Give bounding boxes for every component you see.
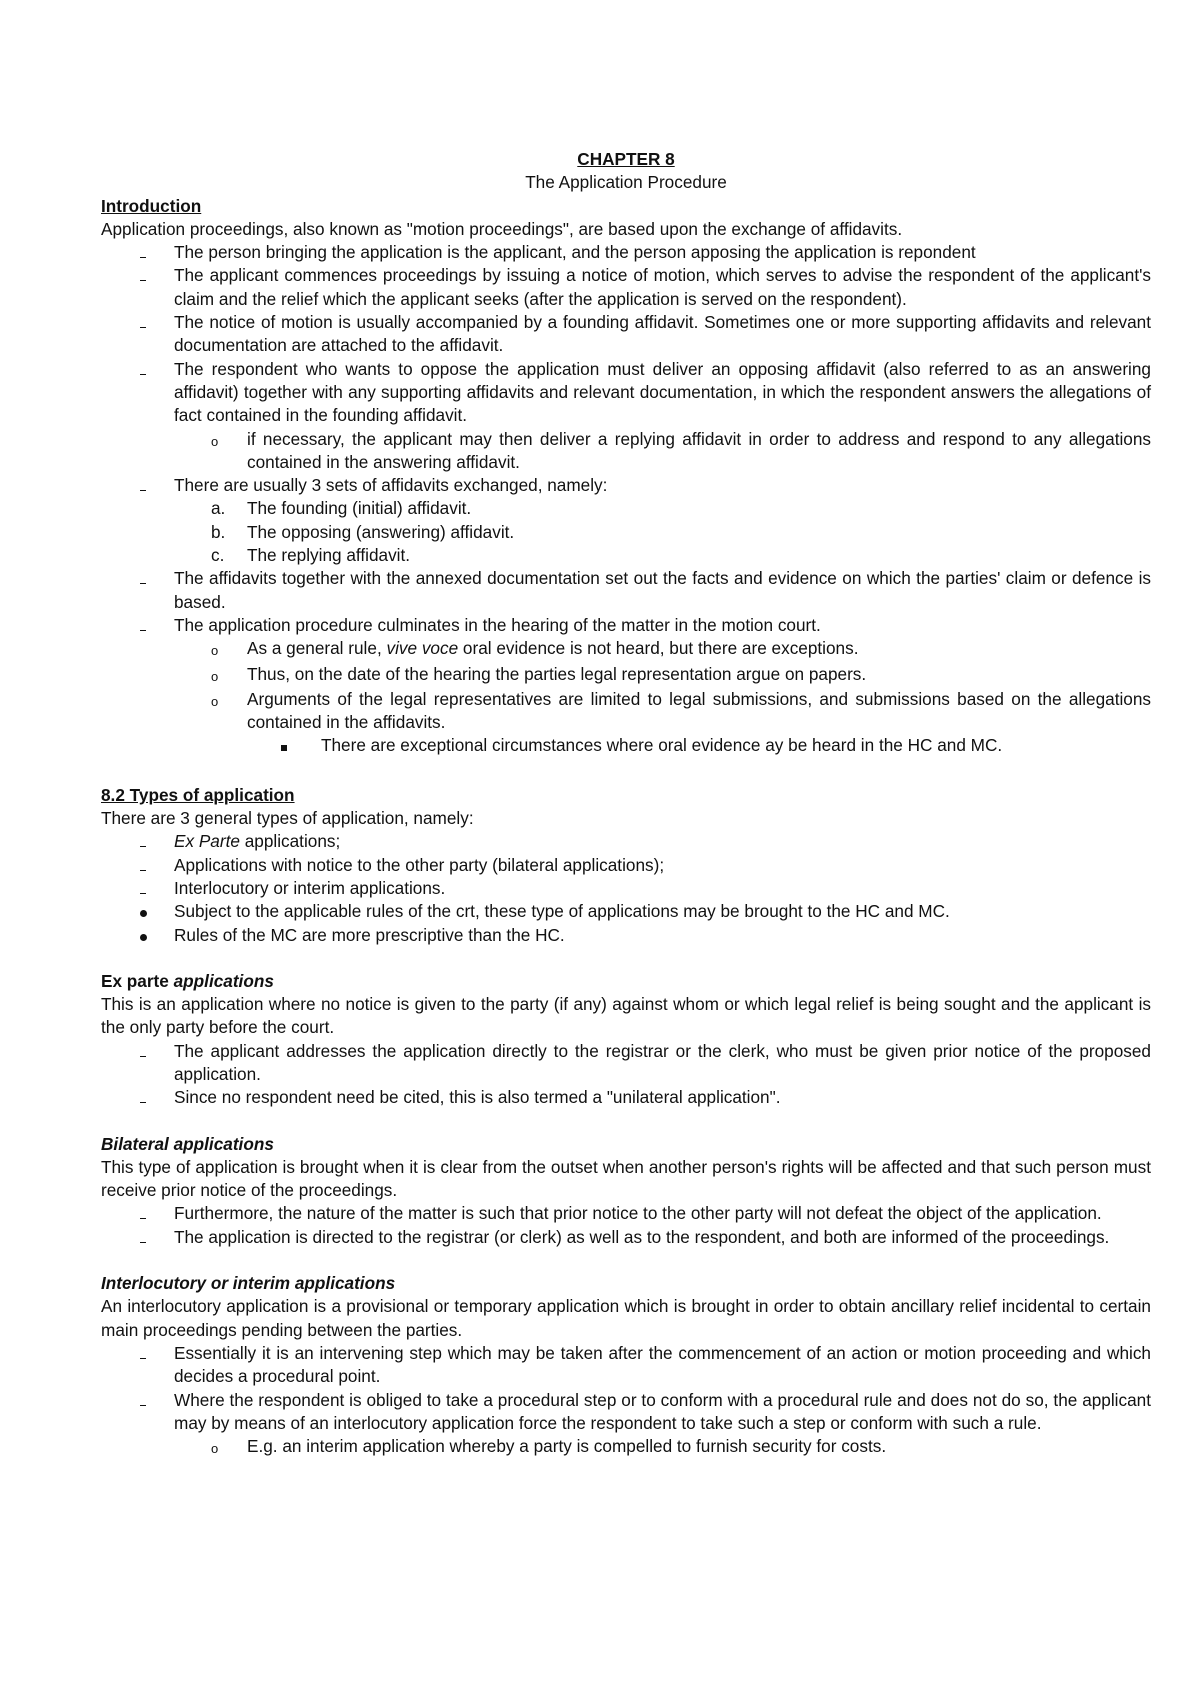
lettered-item: b. The opposing (answering) affidavit. xyxy=(211,521,515,542)
sub-list-item: o Thus, on the date of the hearing the parties legal representation argue on papers. xyxy=(101,663,1151,688)
square-bullet-icon xyxy=(281,745,287,751)
list-item: The respondent who wants to oppose the application must deliver an opposing affidavit (also referred to as an answering affidavit) together with any supporting affidavits and relevant documentation, in which the respondent answers the allegations of fact contained in the founding affidavit. xyxy=(101,358,1151,428)
list-item: Subject to the applicable rules of the crt, these type of applications may be brought to the HC and MC. xyxy=(101,900,1151,923)
lettered-item: a. The founding (initial) affidavit. xyxy=(211,498,472,519)
sub-list-item: o As a general rule, vive voce oral evidence is not heard, but there are exceptions. xyxy=(101,637,1151,662)
interlocutory-heading: Interlocutory or interim applications xyxy=(101,1273,396,1294)
bilateral-paragraph: This type of application is brought when it is clear from the outset when another person's rights will be affected and that such person must receive prior notice of the proceedings. xyxy=(101,1156,1151,1201)
circle-bullet-icon: o xyxy=(211,693,219,709)
dash-bullet-icon xyxy=(140,374,146,375)
list-item: The application is directed to the registrar (or clerk) as well as to the respondent, and both are informed of the proceedings. xyxy=(101,1226,1151,1249)
list-item: There are usually 3 sets of affidavits exchanged, namely: xyxy=(101,474,1151,497)
dash-bullet-icon xyxy=(140,583,146,584)
exparte-heading: Ex parte applications xyxy=(101,970,274,991)
circle-bullet-icon: o xyxy=(211,1441,219,1457)
dash-bullet-icon xyxy=(140,1218,146,1219)
dash-bullet-icon xyxy=(140,1405,146,1406)
sub-list-item: o if necessary, the applicant may then deliver a replying affidavit in order to address and respond to any allegations contained in the answering affidavit. xyxy=(211,428,1151,472)
list-item: Furthermore, the nature of the matter is such that prior notice to the other party will not defeat the object of the application. xyxy=(101,1202,1151,1225)
dash-bullet-icon xyxy=(140,1056,146,1057)
list-item: Rules of the MC are more prescriptive than the HC. xyxy=(101,924,1151,947)
chapter-heading: CHAPTER 8 xyxy=(577,149,675,169)
dash-bullet-icon xyxy=(140,1102,146,1103)
list-item: Applications with notice to the other party (bilateral applications); xyxy=(101,854,1151,877)
dash-bullet-icon xyxy=(140,893,146,894)
circle-bullet-icon: o xyxy=(211,433,219,449)
list-item: Interlocutory or interim applications. xyxy=(101,877,1151,900)
types-paragraph: There are 3 general types of application, namely: xyxy=(101,808,474,829)
circle-bullet-icon: o xyxy=(211,668,219,684)
list-item: The application procedure culminates in the hearing of the matter in the motion court. xyxy=(101,614,1151,637)
dot-bullet-icon xyxy=(140,910,147,917)
types-heading: 8.2 Types of application xyxy=(101,784,295,805)
list-item: Since no respondent need be cited, this is also termed a "unilateral application". xyxy=(101,1086,1151,1109)
list-item: The notice of motion is usually accompanied by a founding affidavit. Sometimes one or more supporting affidavits and relevant documentation are attached to the affidavit. xyxy=(101,311,1151,358)
introduction-heading: Introduction xyxy=(101,195,202,216)
lettered-item: c. The replying affidavit. xyxy=(211,545,411,566)
dash-bullet-icon xyxy=(140,846,146,847)
introduction-paragraph: Application proceedings, also known as "motion proceedings", are based upon the exchange of affidavits. xyxy=(101,218,903,239)
sub-sub-list-item: There are exceptional circumstances where oral evidence ay be heard in the HC and MC. xyxy=(101,734,1151,760)
dash-bullet-icon xyxy=(140,257,146,258)
circle-bullet-icon: o xyxy=(211,643,219,659)
dash-bullet-icon xyxy=(140,327,146,328)
bilateral-heading: Bilateral applications xyxy=(101,1133,274,1154)
sub-list-item: o E.g. an interim application whereby a party is compelled to furnish security for costs. xyxy=(101,1435,1151,1460)
list-item: The applicant addresses the application directly to the registrar or the clerk, who must be given prior notice of the proposed application. xyxy=(101,1040,1151,1087)
dash-bullet-icon xyxy=(140,1358,146,1359)
list-item: The affidavits together with the annexed documentation set out the facts and evidence on which the parties' claim or defence is based. xyxy=(101,567,1151,614)
document-page xyxy=(101,148,1151,1460)
dash-bullet-icon xyxy=(140,1242,146,1243)
dot-bullet-icon xyxy=(140,934,147,941)
list-item: Ex Parte applications; xyxy=(101,830,1151,853)
dash-bullet-icon xyxy=(140,870,146,871)
exparte-paragraph: This is an application where no notice is given to the party (if any) against whom or which legal relief is being sought and the applicant is the only party before the court. xyxy=(101,994,1151,1038)
chapter-subtitle: The Application Procedure xyxy=(525,172,727,193)
list-item: Essentially it is an intervening step which may be taken after the commencement of an action or motion proceeding and which decides a procedural point. xyxy=(101,1342,1151,1389)
sub-list-item: o Arguments of the legal representatives are limited to legal submissions, and submissions based on the allegations contained in the affidavits. xyxy=(211,688,1151,733)
list-item: The person bringing the application is the applicant, and the person apposing the application is repondent xyxy=(101,241,1151,264)
dash-bullet-icon xyxy=(140,490,146,491)
list-item: The applicant commences proceedings by issuing a notice of motion, which serves to advise the respondent of the applicant's claim and the relief which the applicant seeks (after the application is served on the respondent). xyxy=(101,264,1151,311)
dash-bullet-icon xyxy=(140,630,146,631)
dash-bullet-icon xyxy=(140,280,146,281)
interlocutory-paragraph: An interlocutory application is a provisional or temporary application which is brought in order to obtain ancillary relief incidental to certain main proceedings pending between the parties. xyxy=(101,1296,1151,1340)
list-item: Where the respondent is obliged to take a procedural step or to conform with a procedural rule and does not do so, the applicant may by means of an interlocutory application force the respondent to take such a step or conform with such a rule. xyxy=(101,1389,1151,1436)
